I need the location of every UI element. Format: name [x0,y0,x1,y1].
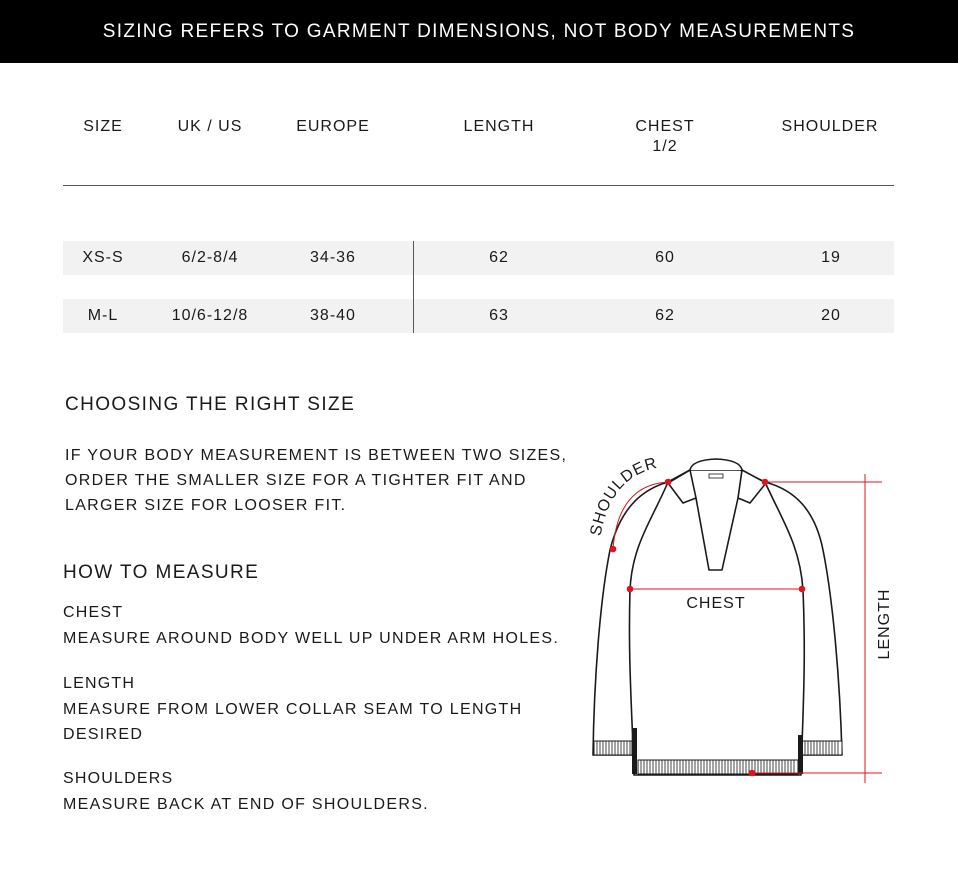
top-banner [0,0,958,63]
table-row [63,241,894,275]
cell-europe: 34-36 [310,249,356,266]
column-divider [413,241,414,333]
table-row [63,299,894,333]
right-slit [798,735,803,774]
cell-uk-us: 6/2-8/4 [181,249,239,266]
header-europe: EUROPE [296,118,370,135]
chest-label: CHEST [686,595,746,612]
choosing-line: LARGER SIZE FOR LOOSER FIT. [65,497,347,514]
header-chest-sub: 1/2 [652,138,678,155]
shoulder-point [762,479,769,486]
cell-length: 63 [489,307,509,324]
shoulder-point [665,479,672,486]
measure-title: HOW TO MEASURE [63,562,260,583]
shoulder-label: SHOULDER [587,455,660,538]
length-point [749,770,756,777]
header-chest [615,117,715,157]
length-instruction: MEASURE FROM LOWER COLLAR SEAM TO LENGTH [63,701,523,718]
header-uk-us: UK / US [177,118,243,135]
cell-shoulder: 19 [821,249,841,266]
chest-instruction: MEASURE AROUND BODY WELL UP UNDER ARM HOLES. [63,630,560,647]
cell-uk-us: 10/6-12/8 [171,307,249,324]
cell-size: XS-S [82,249,124,266]
cell-europe: 38-40 [310,307,356,324]
cell-size: M-L [87,307,119,324]
garment-diagram [580,455,900,790]
banner-text: SIZING REFERS TO GARMENT DIMENSIONS, NOT BODY MEASUREMENTS [102,20,856,42]
neck-label [709,474,723,478]
shoulder-point [610,546,617,553]
cell-chest: 62 [655,307,675,324]
left-slit [632,728,637,774]
length-label: LENGTH [876,588,893,660]
header-shoulder: SHOULDER [781,118,879,135]
chest-point [799,586,806,593]
cell-length: 62 [489,249,509,266]
header-size: SIZE [83,118,123,135]
header-length: LENGTH [463,118,535,135]
length-heading: LENGTH [63,675,136,692]
header-chest-label: CHEST [635,118,695,135]
cell-shoulder: 20 [821,307,841,324]
collar-band [690,459,742,470]
header-divider [63,185,894,186]
chest-heading: CHEST [63,604,124,621]
length-instruction: DESIRED [63,726,144,743]
cell-chest: 60 [655,249,675,266]
shoulders-instruction: MEASURE BACK AT END OF SHOULDERS. [63,796,429,813]
chest-point [627,586,634,593]
choosing-title: CHOOSING THE RIGHT SIZE [65,394,356,415]
choosing-line: IF YOUR BODY MEASUREMENT IS BETWEEN TWO SIZES, [65,447,568,464]
choosing-line: ORDER THE SMALLER SIZE FOR A TIGHTER FIT AND [65,472,527,489]
shoulders-heading: SHOULDERS [63,770,174,787]
